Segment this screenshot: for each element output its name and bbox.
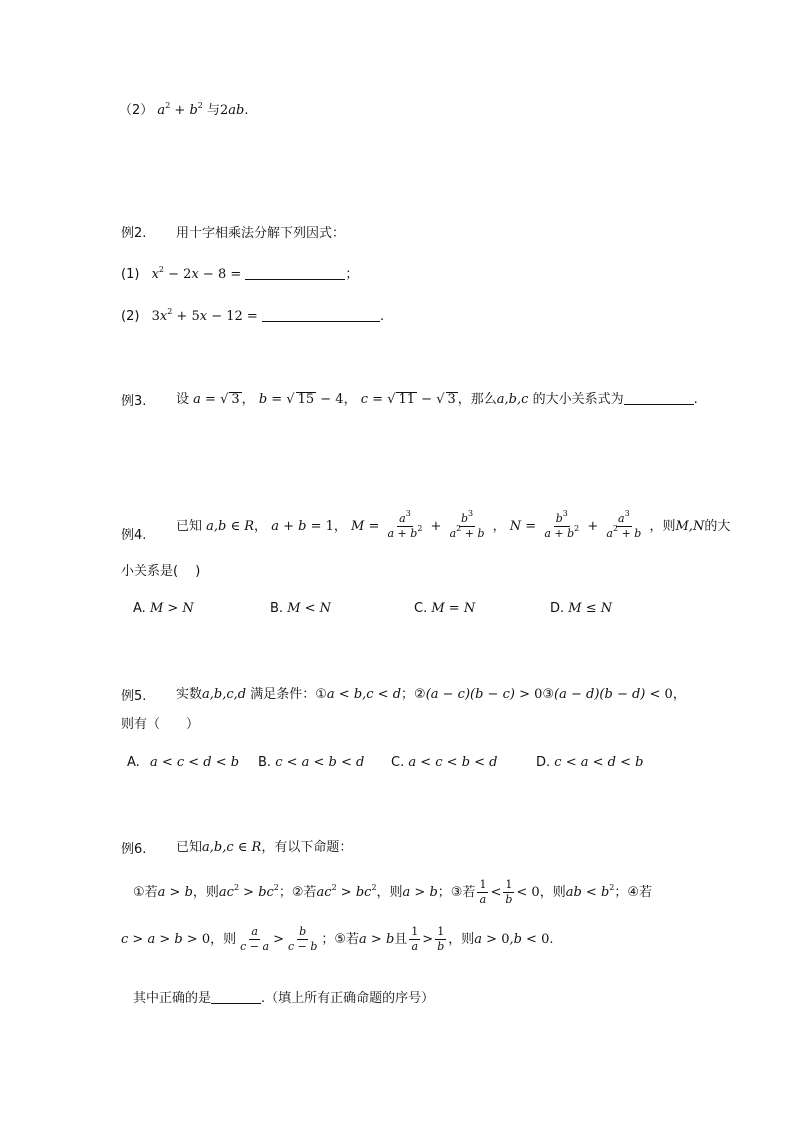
part-label: (2): [121, 309, 140, 324]
text: 则有（ ）: [121, 717, 200, 732]
option-expression: c < a < d < b: [554, 755, 644, 770]
part-label: (1): [121, 267, 140, 282]
example-6-question: [133, 987, 434, 1006]
option-key: A.: [127, 755, 140, 770]
text: 小关系是( ): [121, 564, 201, 579]
text: ，那么: [457, 392, 497, 407]
math-expression: a > b: [359, 932, 395, 947]
text: ①: [315, 687, 327, 702]
math-expression: $ac^2 > bc^2$: [316, 883, 377, 900]
text: ，有以下命题：: [261, 840, 353, 855]
text: 且: [394, 932, 408, 947]
option-key: C.: [391, 755, 405, 770]
math-expression: $x^2 - 2x - 8$ =: [151, 265, 242, 282]
text: ③: [542, 687, 555, 702]
math-expression: $\frac{a}{c - a}$ > $\frac{b}{c - b}$: [240, 925, 318, 953]
answer-blank[interactable]: [245, 266, 345, 280]
math-expression: a,b,c ∈ R: [202, 840, 262, 855]
text: ；③若: [437, 885, 476, 900]
example-2-part-1: [121, 263, 358, 282]
math-expression: $a^2 + b^2$: [157, 101, 203, 118]
q2-part2-line: [119, 99, 249, 118]
example-5-label: [121, 685, 146, 704]
example-label: 例3.: [121, 394, 147, 409]
math-expression: c > a > b > 0: [121, 932, 211, 947]
text: 实数: [176, 687, 203, 702]
example-5-option-d[interactable]: [536, 755, 643, 770]
option-key: C.: [414, 601, 428, 616]
option-expression: c < a < b < d: [275, 755, 365, 770]
example-6-propositions-line2: [121, 925, 554, 954]
text: .（填上所有正确命题的序号）: [261, 991, 435, 1006]
answer-blank[interactable]: [211, 990, 261, 1004]
period: .: [549, 932, 554, 947]
option-expression: M < N: [287, 601, 332, 616]
prompt-text: 用十字相乘法分解下列因式：: [176, 226, 346, 241]
math-expression: a,b,c,d: [202, 687, 247, 702]
text: 已知: [176, 840, 203, 855]
text: 已知: [176, 519, 203, 534]
text: ①若: [133, 885, 158, 900]
text: 满足条件：: [250, 687, 316, 702]
text: ，: [241, 392, 255, 407]
option-expression: M ≤ N: [568, 601, 613, 616]
example-2-header: [121, 222, 146, 241]
text: ，则: [448, 932, 475, 947]
text: 设: [176, 392, 190, 407]
example-6-label: [121, 838, 146, 857]
text: ，: [343, 392, 357, 407]
text: ②: [414, 687, 426, 702]
math-expression: a + b = 1: [271, 519, 334, 534]
text: ，则: [376, 885, 403, 900]
text: ，则: [649, 519, 676, 534]
math-expression: a,b,c: [496, 392, 529, 407]
option-expression: a < c < b < d: [408, 755, 498, 770]
example-5-line2: [121, 713, 199, 732]
connector-text: 与: [207, 103, 221, 118]
example-4-body: 已知 a,b ∈ R， a + b = 1， M = $\frac{a^3}{a + b^2}$ + $\frac{b^3}{a^2 + b}$ ， N = $\frac{b^3}{a + b^2}$ + $\frac{a^3}{a^2 + b}$ ，则M,N的大: [176, 509, 731, 540]
math-expression: ab < $b^2$: [565, 883, 615, 900]
option-key: B.: [270, 601, 284, 616]
math-expression: a,b ∈ R: [206, 519, 255, 534]
option-key: A.: [133, 601, 146, 616]
period: .: [693, 392, 698, 407]
math-expression: (a − c)(b − c) > 0: [425, 687, 543, 702]
option-expression: M = N: [431, 601, 476, 616]
example-4-option-c[interactable]: [414, 601, 475, 616]
math-expression: a > b: [402, 885, 438, 900]
math-expression: $ac^2 > bc^2$: [218, 883, 279, 900]
example-3-body: [176, 388, 698, 407]
math-expression: a > b: [157, 885, 193, 900]
math-expression: (a − d)(b − d) < 0: [554, 687, 673, 702]
example-5-body: 实数a,b,c,d 满足条件：①a < b,c < d；②(a − c)(b − c) > 0③(a − d)(b − d) < 0，: [176, 687, 686, 702]
text: ；④若: [614, 885, 653, 900]
answer-blank[interactable]: [624, 391, 694, 405]
example-4-option-b[interactable]: [270, 601, 331, 616]
math-expression: M,N: [675, 519, 705, 534]
math-expression: N = $\frac{b^3}{a + b^2}$ + $\frac{a^3}{a^2 + b}$: [509, 509, 642, 540]
example-5-option-c[interactable]: [391, 755, 498, 770]
math-expression: a = √ 3: [193, 392, 240, 407]
example-4-option-a[interactable]: [133, 601, 194, 616]
example-4-label: [121, 524, 146, 543]
option-key: D.: [536, 755, 551, 770]
period: .: [244, 103, 249, 118]
option-expression: M > N: [149, 601, 194, 616]
example-6-intro: [176, 836, 352, 855]
answer-blank[interactable]: [262, 308, 380, 322]
example-label: 例5.: [121, 689, 147, 704]
text: ，则: [210, 932, 237, 947]
part-label: （2）: [119, 103, 154, 118]
example-4-line2: [121, 560, 200, 579]
example-3-label: [121, 390, 146, 409]
math-expression: a < b,c < d: [326, 687, 402, 702]
math-expression: a > 0,b < 0: [474, 932, 550, 947]
text: 的大小关系式为: [532, 392, 624, 407]
text: 的大: [704, 519, 731, 534]
example-5-option-a[interactable]: [127, 755, 239, 770]
text: 其中正确的是: [133, 991, 212, 1006]
math-expression: M = $\frac{a^3}{a + b^2}$ + $\frac{b^3}{a^2 + b}$: [351, 509, 485, 540]
example-label: 例4.: [121, 528, 147, 543]
example-4-option-d[interactable]: [550, 601, 612, 616]
option-key: D.: [550, 601, 565, 616]
math-expression: b = √ 15 − 4: [258, 392, 344, 407]
example-5-option-b[interactable]: [258, 755, 364, 770]
text: ；②若: [278, 885, 317, 900]
text: ，则: [539, 885, 566, 900]
option-expression: a < c < d < b: [149, 755, 240, 770]
punctuation: .: [379, 309, 385, 324]
math-expression: $\frac{1}{a}$ < $\frac{1}{b}$ < 0: [479, 878, 540, 906]
example-2-part-2: [121, 308, 384, 324]
math-expression: c = √ 11 − √ 3: [360, 392, 456, 407]
text: ；⑤若: [321, 932, 360, 947]
example-2-prompt: [176, 222, 345, 241]
math-expression: $\frac{1}{a}$ > $\frac{1}{b}$: [411, 925, 445, 953]
punctuation: ；: [345, 267, 359, 282]
example-label: 例6.: [121, 842, 147, 857]
example-label: 例2.: [121, 226, 147, 241]
text: ，则: [192, 885, 219, 900]
math-expression: $3x^2 + 5x - 12$ =: [151, 307, 258, 324]
math-expression: 2ab: [220, 103, 245, 118]
option-key: B.: [258, 755, 272, 770]
example-6-propositions-line1: [133, 878, 652, 907]
